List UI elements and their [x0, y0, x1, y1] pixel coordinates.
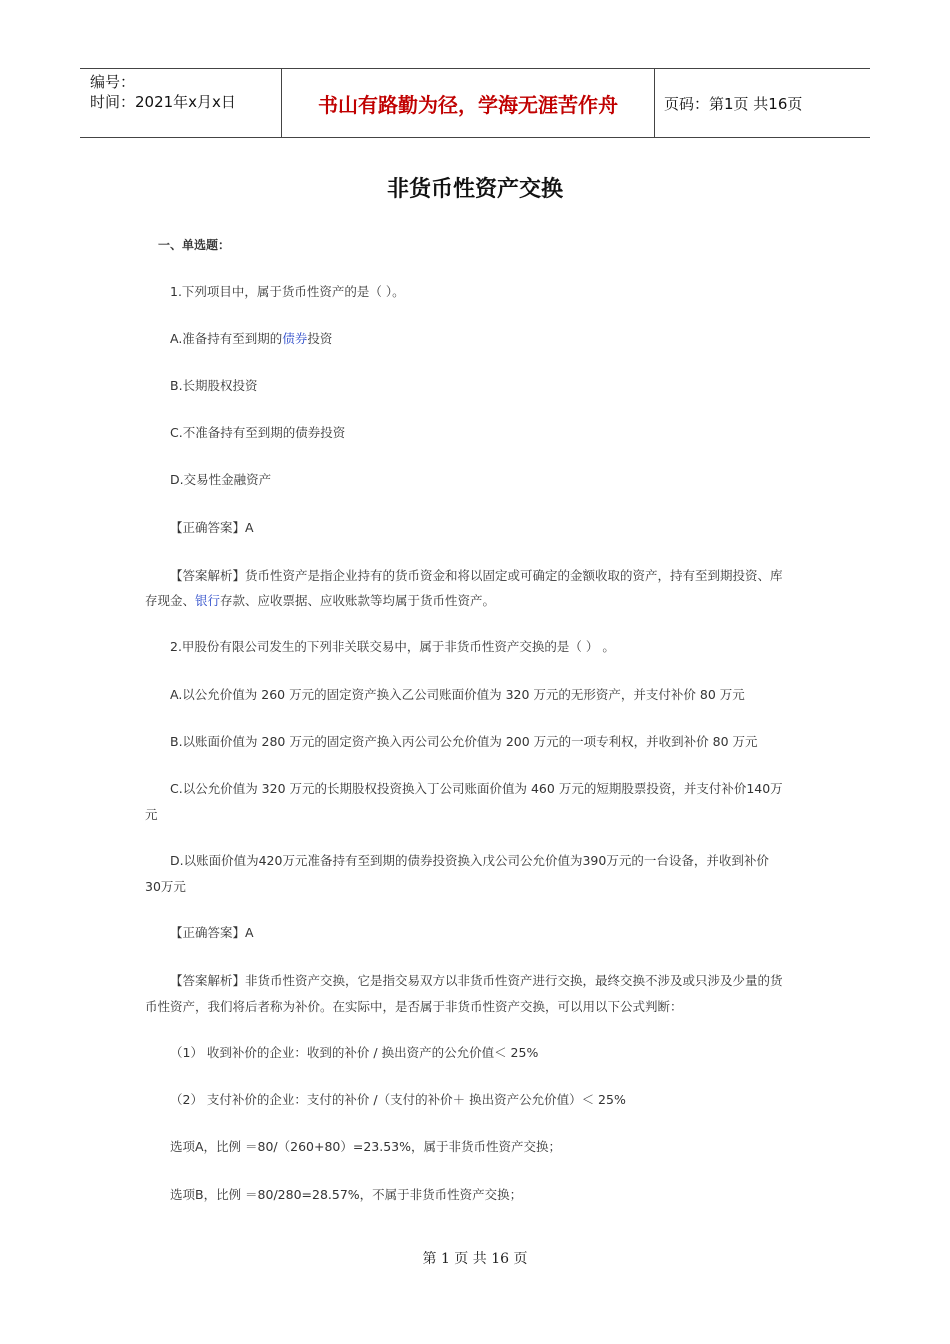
q1-option-a	[170, 329, 332, 347]
q1-option-c: C.不准备持有至到期的债券投资	[170, 425, 346, 440]
page-header	[80, 68, 870, 138]
option-b-calc: 选项B，比例 ＝80/280=28.57%，不属于非货币性资产交换；	[170, 1187, 523, 1202]
q1-answer: 【正确答案】A	[170, 520, 254, 535]
time-label: 时间：2021年x月x日	[90, 93, 236, 111]
q1-stem: 1.下列项目中，属于货币性资产的是（ ）。	[170, 284, 405, 299]
q2-analysis-line1: 【答案解析】非货币性资产交换，它是指交易双方以非货币性资产进行交换，最终交换不涉及或只涉及少量的货	[170, 973, 783, 988]
motto: 书山有路勤为径，学海无涯苦作舟	[318, 93, 618, 117]
q1-option-a-post: 投资	[307, 331, 333, 346]
page-footer: 第 1 页 共 16 页	[422, 1251, 528, 1267]
q1-analysis-post: 存款、应收票据、应收账款等均属于货币性资产。	[220, 593, 496, 608]
page-code: 页码：第1页 共16页	[664, 95, 803, 113]
q1-option-b: B.长期股权投资	[170, 378, 258, 393]
bank-link[interactable]: 银行	[195, 593, 221, 608]
q2-option-c-line2: 元	[145, 807, 158, 822]
q1-analysis-line1: 【答案解析】货币性资产是指企业持有的货币资金和将以固定或可确定的金额收取的资产，持有至到期投资、库	[170, 568, 783, 583]
q1-analysis-pre: 存现金、	[145, 593, 196, 608]
formula-2: （2） 支付补价的企业：支付的补价 /（支付的补价＋ 换出资产公允价值）＜ 25%	[170, 1092, 626, 1107]
section-heading: 一、单选题：	[158, 238, 231, 252]
header-motto-cell	[281, 69, 655, 137]
q2-option-a: A.以公允价值为 260 万元的固定资产换入乙公司账面价值为 320 万元的无形资产，并支付补价 80 万元	[170, 687, 745, 702]
bond-link[interactable]: 债券	[282, 331, 308, 346]
q2-option-b: B.以账面价值为 280 万元的固定资产换入丙公司公允价值为 200 万元的一项专利权，并收到补价 80 万元	[170, 734, 758, 749]
q1-option-a-pre: A.准备持有至到期的	[170, 331, 283, 346]
header-left-cell	[80, 69, 280, 137]
number-label: 编号：	[90, 73, 136, 91]
q2-analysis-line2: 币性资产，我们将后者称为补价。在实际中，是否属于非货币性资产交换，可以用以下公式判断：	[145, 999, 683, 1014]
document-title: 非货币性资产交换	[386, 177, 563, 202]
formula-1: （1） 收到补价的企业：收到的补价 / 换出资产的公允价值＜ 25%	[170, 1045, 539, 1060]
q2-stem: 2.甲股份有限公司发生的下列非关联交易中，属于非货币性资产交换的是（ ） 。	[170, 639, 615, 654]
q2-answer: 【正确答案】A	[170, 925, 254, 940]
header-right-cell	[654, 69, 870, 137]
q2-option-c-line1: C.以公允价值为 320 万元的长期股权投资换入丁公司账面价值为 460 万元的短期股票投资，并支付补价140万	[170, 781, 783, 796]
q2-option-d-line2: 30万元	[145, 879, 186, 894]
q1-analysis-line2	[145, 591, 495, 609]
q2-option-d-line1: D.以账面价值为420万元准备持有至到期的债券投资换入戊公司公允价值为390万元的一台设备，并收到补价	[170, 853, 769, 868]
q1-option-d: D.交易性金融资产	[170, 472, 272, 487]
option-a-calc: 选项A，比例 ＝80/（260+80）=23.53%，属于非货币性资产交换；	[170, 1139, 562, 1154]
